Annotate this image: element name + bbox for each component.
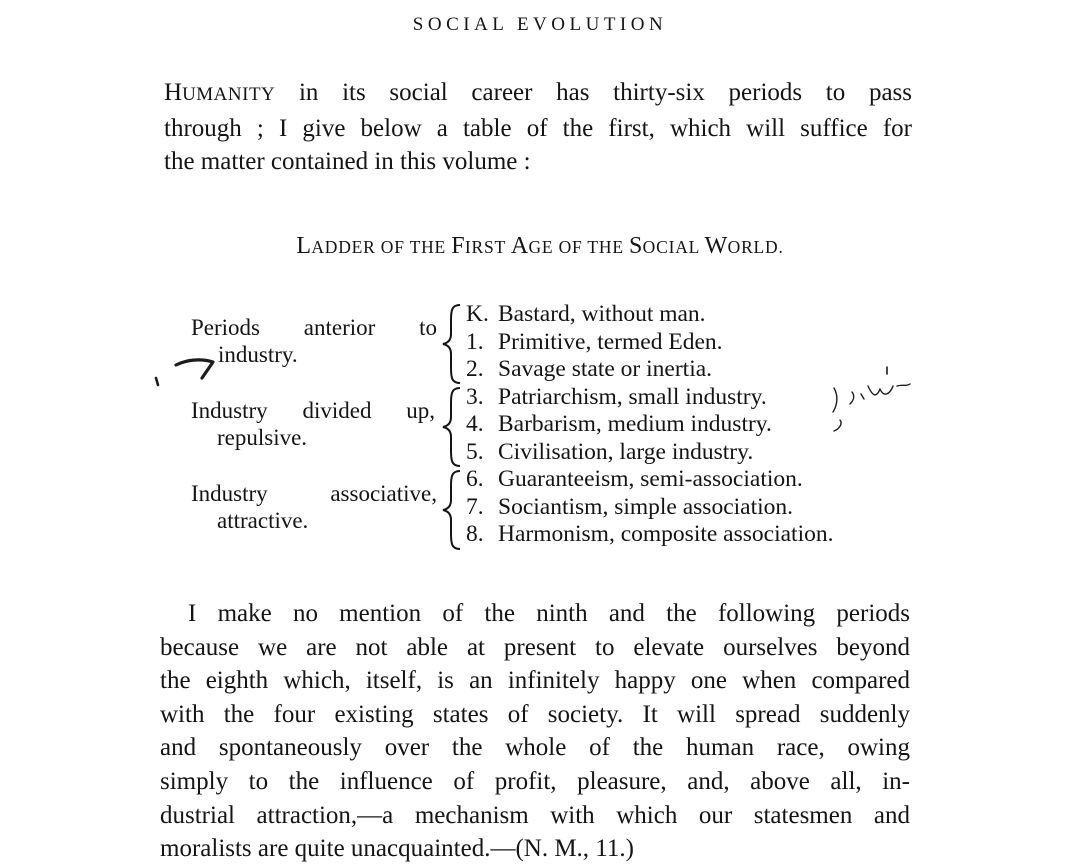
period-text: Barbarism, medium industry.: [498, 411, 772, 437]
group-label-line: Industry divided up,: [191, 398, 435, 423]
intro-line-2: through ; I give below a table of the first, which will suffice for: [164, 114, 912, 142]
period-text: Harmonism, composite association.: [498, 521, 834, 547]
body-line: moralists are quite unacquainted.—(N. M., 11.): [160, 835, 634, 863]
body-line: the eighth which, itself, is an infinitely happy one when compared: [160, 667, 910, 695]
title-small-4: OCIAL: [642, 237, 705, 257]
intro-lead-small-caps: UMANITY: [182, 84, 276, 105]
period-number: K.: [466, 301, 489, 327]
intro-line-3: the matter contained in this volume :: [164, 148, 531, 176]
body-paragraph: [160, 597, 910, 866]
intro-lead-capital: H: [164, 79, 183, 106]
handwritten-bracket-mark: [833, 388, 837, 412]
handwritten-comma-mark: [834, 420, 841, 431]
title-small-1: ADDER OF THE: [311, 237, 452, 257]
group-label-line: repulsive.: [217, 425, 308, 450]
title-cap-l: L: [296, 233, 312, 259]
period-number: 6.: [466, 466, 484, 492]
period-text: Guaranteeism, semi-association.: [498, 466, 803, 492]
body-line: because we are not able at present to elevate ourselves beyond: [160, 633, 910, 661]
period-number: 3.: [466, 383, 484, 410]
body-line: dustrial attraction,—a mechanism with which our statesmen and: [160, 801, 910, 829]
title-small-2: IRST: [464, 237, 511, 257]
handwritten-annotation-scribble: [850, 384, 910, 404]
group-label-line: Periods anterior to: [191, 315, 437, 340]
group-label-line: Industry associative,: [191, 481, 437, 506]
period-number: 7.: [466, 493, 484, 520]
title-cap-s: S: [629, 233, 643, 259]
period-text: Sociantism, simple association.: [498, 493, 794, 520]
running-head: SOCIAL EVOLUTION: [412, 14, 668, 35]
period-text: Civilisation, large industry.: [498, 438, 754, 465]
handwritten-dot-mark: [156, 378, 158, 385]
period-text: Savage state or inertia.: [498, 356, 713, 382]
period-text: Primitive, termed Eden.: [498, 328, 723, 355]
title-cap-f: F: [451, 233, 465, 259]
period-text: Patriarchism, small industry.: [498, 383, 767, 410]
body-line: with the four existing states of society. It will spread suddenly: [160, 700, 910, 728]
title-cap-a: A: [510, 233, 529, 259]
body-line: and spontaneously over the whole of the human race, owing: [160, 734, 910, 762]
body-line: [160, 597, 910, 631]
period-number: 2.: [466, 356, 484, 382]
body-line-text: I make no mention of the ninth and the following periods: [188, 600, 910, 627]
title-small-5: ORLD.: [727, 237, 784, 257]
handwritten-arrow-mark: [176, 360, 213, 378]
group-label-line: industry.: [218, 342, 298, 367]
period-number: 1.: [466, 328, 484, 355]
intro-line-1-rest: in its social career has thirty-six periods to pass: [275, 79, 912, 106]
body-line: simply to the influence of profit, pleasure, and, above all, in-: [160, 767, 910, 795]
period-number: 8.: [466, 521, 484, 547]
group-label-line: attractive.: [217, 508, 309, 533]
title-cap-w: W: [704, 233, 728, 259]
period-number: 4.: [466, 411, 484, 437]
title-small-3: GE OF THE: [528, 237, 630, 257]
period-text: Bastard, without man.: [498, 301, 706, 327]
period-number: 5.: [466, 438, 484, 465]
